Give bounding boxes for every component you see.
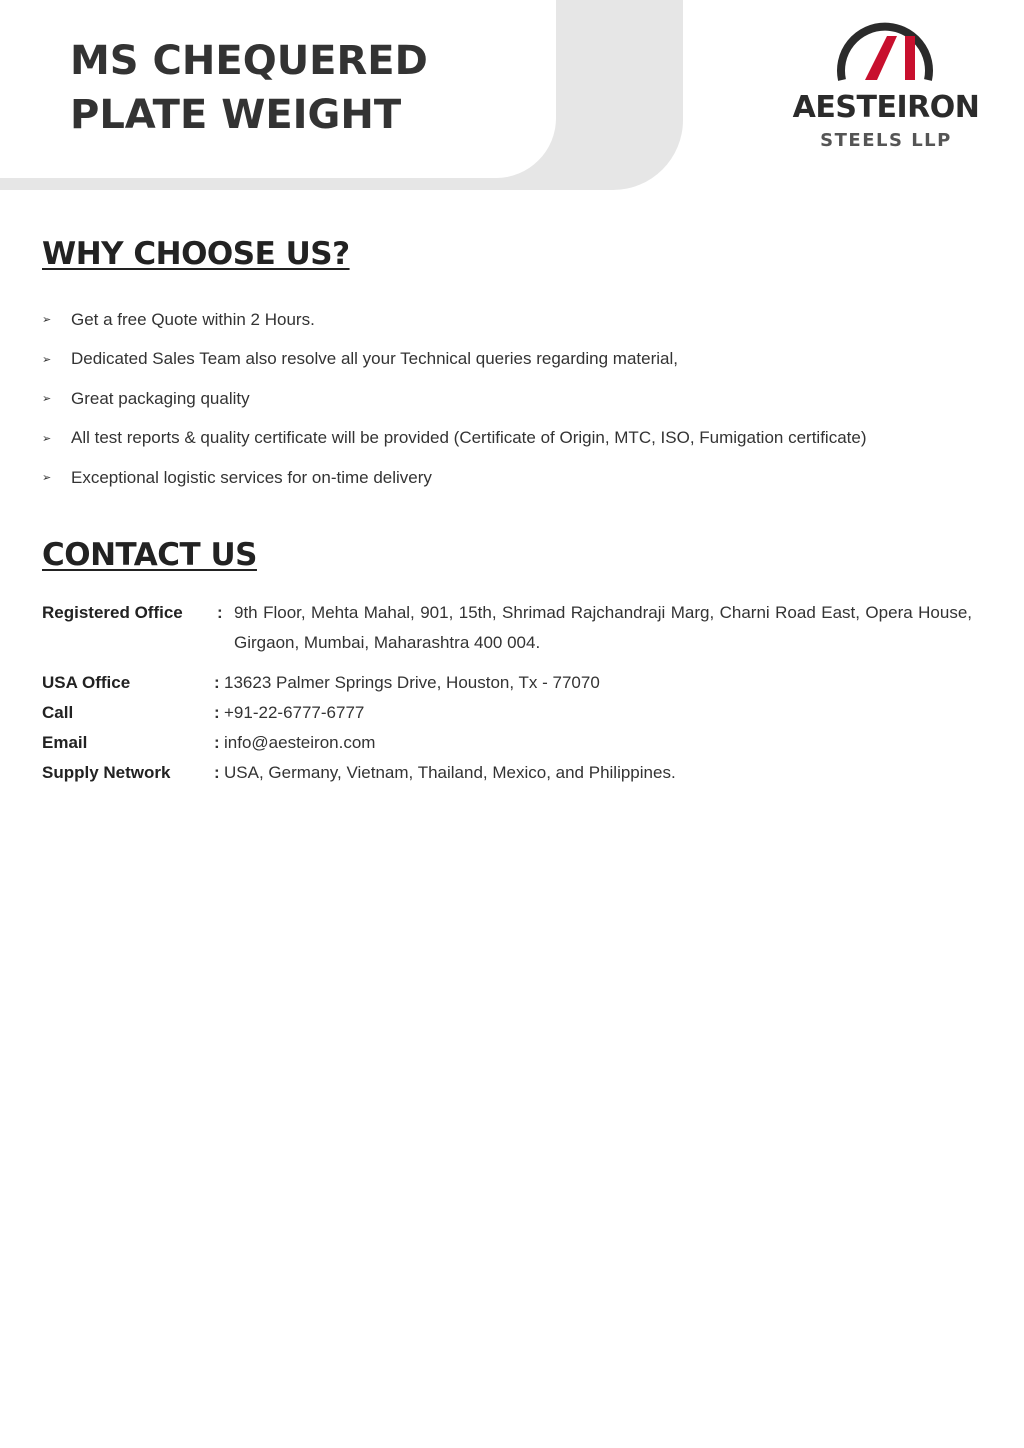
phone-link[interactable]: +91-22-6777-6777: [224, 703, 365, 722]
arrowhead-bullet-icon: ➢: [42, 432, 52, 445]
list-item: [42, 379, 982, 419]
arrowhead-bullet-icon: ➢: [42, 314, 52, 327]
title-line-2: PLATE WEIGHT: [70, 92, 402, 138]
separator: :: [214, 733, 220, 752]
list-item: [42, 300, 982, 340]
contact-label: Registered Office: [42, 603, 183, 622]
company-logo: [786, 14, 986, 154]
contact-label: Supply Network: [42, 763, 171, 782]
list-item: [42, 340, 982, 380]
separator: :: [217, 603, 223, 622]
contact-us-heading: CONTACT US: [42, 537, 257, 573]
list-item-text: All test reports & quality certificate will be provided (Certificate of Origin, MTC, ISO, Fumigation certificate): [71, 428, 867, 448]
contact-row-call: [42, 698, 972, 728]
contact-value: USA, Germany, Vietnam, Thailand, Mexico, and Philippines.: [224, 763, 676, 782]
arrowhead-bullet-icon: ➢: [42, 393, 52, 406]
logo-subtitle-text: STEELS LLP: [820, 130, 952, 151]
why-choose-us-heading: WHY CHOOSE US?: [42, 236, 350, 272]
separator: :: [214, 703, 220, 722]
list-item-text: Great packaging quality: [71, 388, 250, 408]
why-choose-us-list: [42, 300, 982, 498]
page-title: [70, 34, 428, 142]
logo-mark-icon: [835, 14, 935, 84]
list-item: [42, 458, 982, 498]
contact-row-registered-office: [42, 598, 972, 658]
contact-details: [42, 598, 972, 788]
email-link[interactable]: info@aesteiron.com: [224, 733, 376, 752]
separator: :: [214, 673, 220, 692]
separator: :: [214, 763, 220, 782]
logo-brand-text: AESTEIRON: [792, 90, 980, 125]
title-line-1: MS CHEQUERED: [70, 38, 428, 84]
list-item: [42, 419, 982, 459]
list-item-text: Exceptional logistic services for on-time delivery: [71, 467, 432, 487]
list-item-text: Dedicated Sales Team also resolve all your Technical queries regarding material,: [71, 349, 678, 369]
contact-value: 13623 Palmer Springs Drive, Houston, Tx - 77070: [224, 673, 600, 692]
contact-label: Email: [42, 733, 88, 752]
contact-row-email: [42, 728, 972, 758]
contact-row-supply-network: [42, 758, 972, 788]
contact-value: 9th Floor, Mehta Mahal, 901, 15th, Shrimad Rajchandraji Marg, Charni Road East, Opera House, Girgaon, Mumbai, Maharashtra 400 004.: [234, 603, 972, 652]
arrowhead-bullet-icon: ➢: [42, 353, 52, 366]
contact-row-usa-office: [42, 668, 972, 698]
list-item-text: Get a free Quote within 2 Hours.: [71, 309, 315, 329]
contact-label: Call: [42, 703, 74, 722]
arrowhead-bullet-icon: ➢: [42, 472, 52, 485]
contact-label: USA Office: [42, 673, 131, 692]
